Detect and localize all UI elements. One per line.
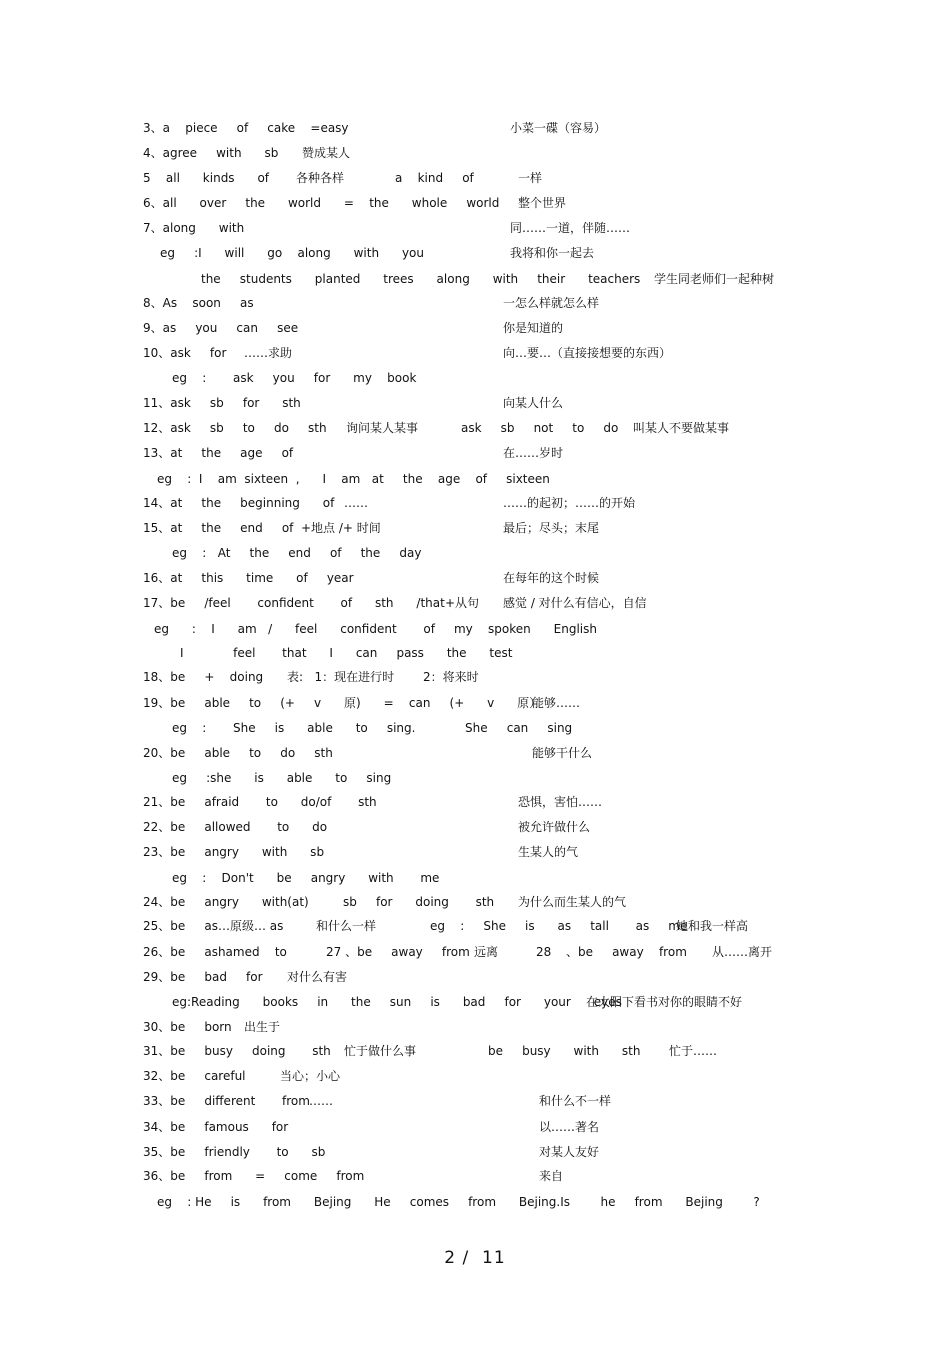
phrase-text: 6、all over the world = the whole world [143,196,500,210]
meaning-text: 小菜一碟（容易） [510,121,607,135]
phrase-text: 22、be allowed to do [143,820,328,834]
example-text: eg : Don't be angry with me [172,871,440,885]
meaning-text: …… [344,496,368,510]
phrase-text: 11、ask sb for sth [143,396,301,410]
phrase-text: 25、be as…原级… as [143,919,284,933]
example-text: I feel that I can pass the test [180,646,513,660]
example-text: eg:Reading books in the sun is bad for your eyes [172,995,622,1009]
phrase-text: 34、be famous for [143,1120,289,1134]
meaning-text: 忙于做什么事 [344,1044,417,1058]
phrase-text: 8、As soon as [143,296,254,310]
meaning-text: 赞成某人 [302,146,351,160]
example-text: eg : He is from Bejing He comes from Bejing.Is he from Bejing ? [157,1195,760,1209]
page-number: 2 / 11 [444,1248,506,1268]
example-text: eg : I am / feel confident of my spoken English [154,622,597,636]
meaning-text: 以……著名 [539,1120,600,1134]
meaning-text: ……求助 [244,346,293,360]
meaning-text: 来自 [539,1169,564,1183]
phrase-text: 30、be born [143,1020,232,1034]
meaning-text: 和什么一样 [316,919,377,933]
example-text: the students planted trees along with their teachers [201,272,641,286]
example-text: eg : She is able to sing. She can sing [172,721,573,735]
phrase-text: 19、be able to (+ v 原) = can (+ v 原） [143,696,542,710]
meaning-text: 从……离开 [712,945,773,959]
phrase-text: 35、be friendly to sb [143,1145,326,1159]
phrase-text: 20、be able to do sth [143,746,333,760]
meaning-text: 恐惧，害怕…… [518,795,603,809]
phrase-text: 16、at this time of year [143,571,354,585]
example-text: eg : She is as tall as me [430,919,688,933]
phrase-text: 23、be angry with sb [143,845,325,859]
phrase-text: 5 all kinds of [143,171,270,185]
phrase-text: a kind of [395,171,474,185]
meaning-text: 生某人的气 [518,845,579,859]
meaning-text: 你是知道的 [503,321,564,335]
meaning-text: 被允许做什么 [518,820,591,834]
meaning-text: +从句 [445,596,480,610]
example-text: eg : At the end of the day [172,546,422,560]
meaning-text: 对什么有害 [287,970,348,984]
phrase-text: 36、be from = come from [143,1169,365,1183]
phrase-text: 9、as you can see [143,321,299,335]
meaning-text: 为什么而生某人的气 [518,895,627,909]
phrase-text: 26、be ashamed to [143,945,287,959]
meaning-text: 表: 1：现在进行时 [287,670,395,684]
meaning-text: 整个世界 [518,196,567,210]
meaning-text: 能够…… [532,696,581,710]
phrase-text: ask sb not to do [461,421,619,435]
meaning-text: 2：将来时 [423,670,479,684]
meaning-text: 在每年的这个时候 [503,571,600,585]
phrase-text: 28 [536,945,552,959]
phrase-text: 13、at the age of [143,446,294,460]
meaning-text: 向…要…（直接接想要的东西） [503,346,672,360]
phrase-text: 27 、be away from [326,945,470,959]
meaning-text: 和什么不一样 [539,1094,612,1108]
meaning-text: 在太阳下看书对你的眼睛不好 [586,995,743,1009]
meaning-text: 一样 [518,171,543,185]
meaning-text: 感觉 / 对什么有信心，自信 [503,596,647,610]
meaning-text: 询问某人某事 [346,421,419,435]
meaning-text: 她和我一样高 [676,919,749,933]
example-text: eg :I will go along with you [160,246,424,260]
phrase-text: 14、at the beginning of [143,496,335,510]
meaning-text: +地点 /+ 时间 [301,521,381,535]
phrase-text: 、be away from [566,945,687,959]
phrase-text: 31、be busy doing sth [143,1044,331,1058]
phrase-text: 33、be different from [143,1094,310,1108]
meaning-text: 出生于 [244,1020,281,1034]
phrase-text: 29、be bad for [143,970,263,984]
meaning-text: 最后；尽头；末尾 [503,521,600,535]
meaning-text: 当心；小心 [280,1069,341,1083]
example-text: eg : ask you for my book [172,371,417,385]
phrase-text: 4、agree with sb [143,146,279,160]
meaning-text: ……的起初；……的开始 [503,496,636,510]
meaning-text: 学生同老师们一起种树 [654,272,775,286]
meaning-text: 一怎么样就怎么样 [503,296,600,310]
meaning-text: 同……一道，伴随…… [510,221,631,235]
phrase-text: 10、ask for [143,346,227,360]
meaning-text: 在……岁时 [503,446,564,460]
meaning-text: 远离 [474,945,499,959]
example-text: eg : I am sixteen , I am at the age of sixteen [157,472,550,486]
phrase-text: 32、be careful [143,1069,246,1083]
meaning-text: 我将和你一起去 [510,246,595,260]
meaning-text: 忙于…… [669,1044,718,1058]
phrase-text: be busy with sth [488,1044,641,1058]
meaning-text: 向某人什么 [503,396,564,410]
meaning-text: 对某人友好 [539,1145,600,1159]
phrase-text: 17、be /feel confident of sth /that [143,596,445,610]
phrase-text: 24、be angry with(at) sb for doing sth [143,895,495,909]
phrase-text: 21、be afraid to do/of sth [143,795,377,809]
meaning-text: 叫某人不要做某事 [633,421,730,435]
meaning-text: 各种各样 [296,171,345,185]
phrase-text: 15、at the end of [143,521,294,535]
phrase-text: 12、ask sb to do sth [143,421,327,435]
example-text: eg :she is able to sing [172,771,392,785]
phrase-text: 18、be + doing [143,670,264,684]
meaning-text: 能够干什么 [532,746,593,760]
phrase-text: 3、a piece of cake =easy [143,121,349,135]
meaning-text: …… [309,1094,333,1108]
phrase-text: 7、along with [143,221,245,235]
